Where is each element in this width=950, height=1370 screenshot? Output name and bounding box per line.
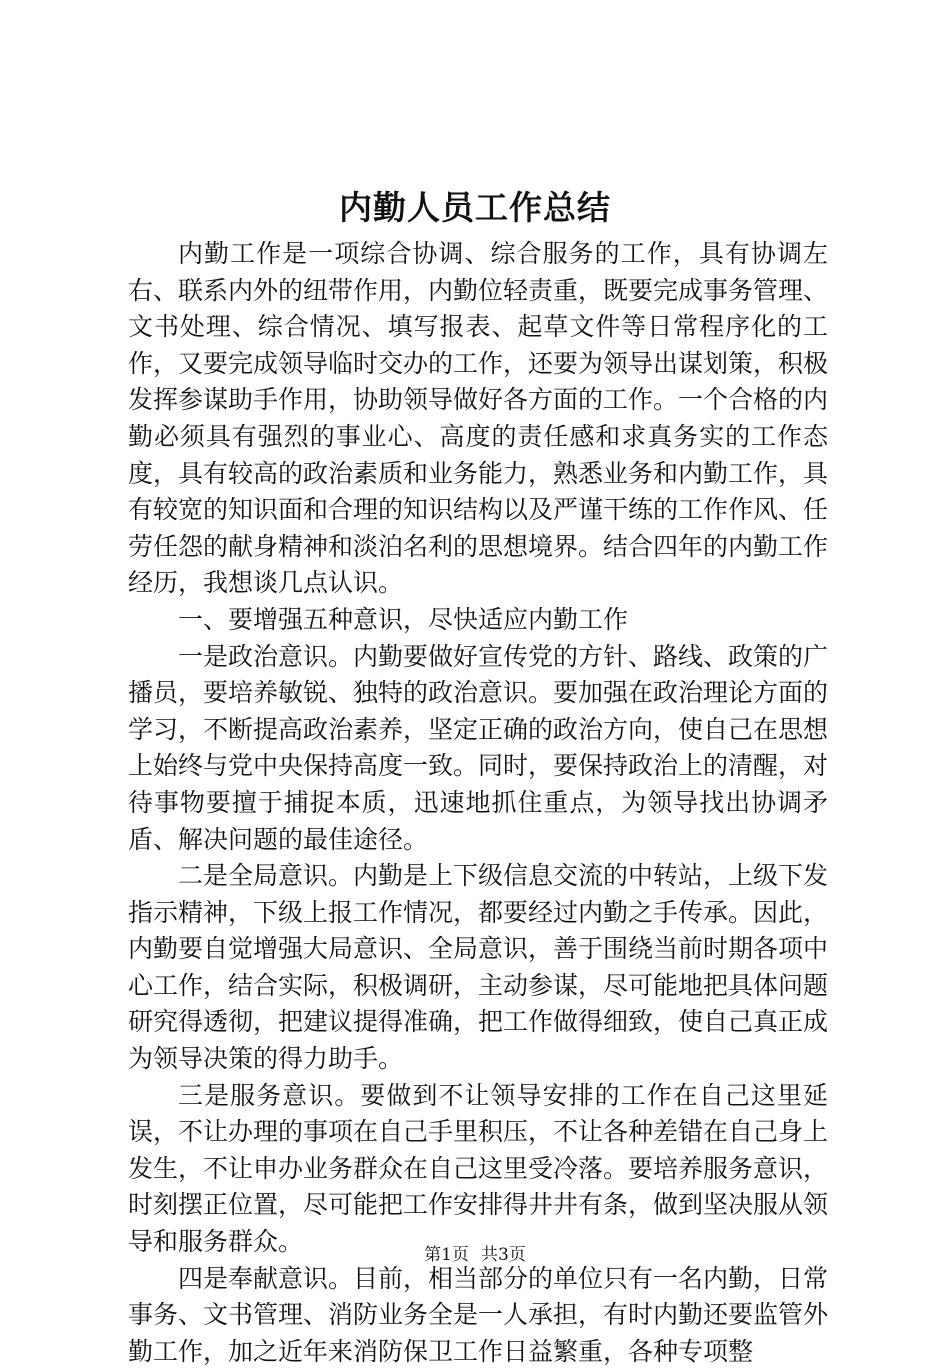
page-footer <box>0 1243 950 1267</box>
paragraph-dedication-awareness: 四是奉献意识。目前，相当部分的单位只有一名内勤，日常事务、文书管理、消防业务全是一人承担，有时内勤还要监管外勤工作，加之近年来消防保卫工作日益繁重，各种专项整 <box>128 1263 829 1366</box>
page-number: 第1页 <box>424 1245 469 1265</box>
document-title: 内勤人员工作总结 <box>339 188 611 227</box>
paragraph-overall-awareness: 二是全局意识。内勤是上下级信息交流的中转站，上级下发指示精神，下级上报工作情况，都要经过内勤之手传承。因此，内勤要自觉增强大局意识、全局意识，善于围绕当前时期各项中心工作，结合实际，积极调研，主动参谋，尽可能地把具体问题研究得透彻，把建议提得准确，把工作做得细致，使自己真正成为领导决策的得力助手。 <box>128 861 829 1074</box>
section-heading: 一、要增强五种意识，尽快适应内勤工作 <box>178 604 629 634</box>
paragraph-service-awareness: 三是服务意识。要做到不让领导安排的工作在自己这里延误，不让办理的事项在自己手里积压，不让各种差错在自己身上发生，不让申办业务群众在自己这里受冷落。要培养服务意识，时刻摆正位置，尽可能把工作安排得井井有条，做到坚决服从领导和服务群众。 <box>128 1080 829 1257</box>
paragraph-political-awareness: 一是政治意识。内勤要做好宣传党的方针、路线、政策的广播员，要培养敏锐、独特的政治意识。要加强在政治理论方面的学习，不断提高政治素养，坚定正确的政治方向，使自己在思想上始终与党中央保持高度一致。同时，要保持政治上的清醒，对待事物要擅于捕捉本质，迅速地抓住重点，为领导找出协调矛盾、解决问题的最佳途径。 <box>128 641 829 854</box>
document-body <box>128 236 828 1370</box>
page-total: 共3页 <box>481 1245 526 1265</box>
paragraph-intro: 内勤工作是一项综合协调、综合服务的工作，具有协调左右、联系内外的纽带作用，内勤位轻责重，既要完成事务管理、文书处理、综合情况、填写报表、起草文件等日常程序化的工作，又要完成领导临时交办的工作，还要为领导出谋划策，积极发挥参谋助手作用，协助领导做好各方面的工作。一个合格的内勤必须具有强烈的事业心、高度的责任感和求真务实的工作态度，具有较高的政治素质和业务能力，熟悉业务和内勤工作，具有较宽的知识面和合理的知识结构以及严谨干练的工作作风、任劳任怨的献身精神和淡泊名利的思想境界。结合四年的内勤工作经历，我想谈几点认识。 <box>128 239 829 598</box>
